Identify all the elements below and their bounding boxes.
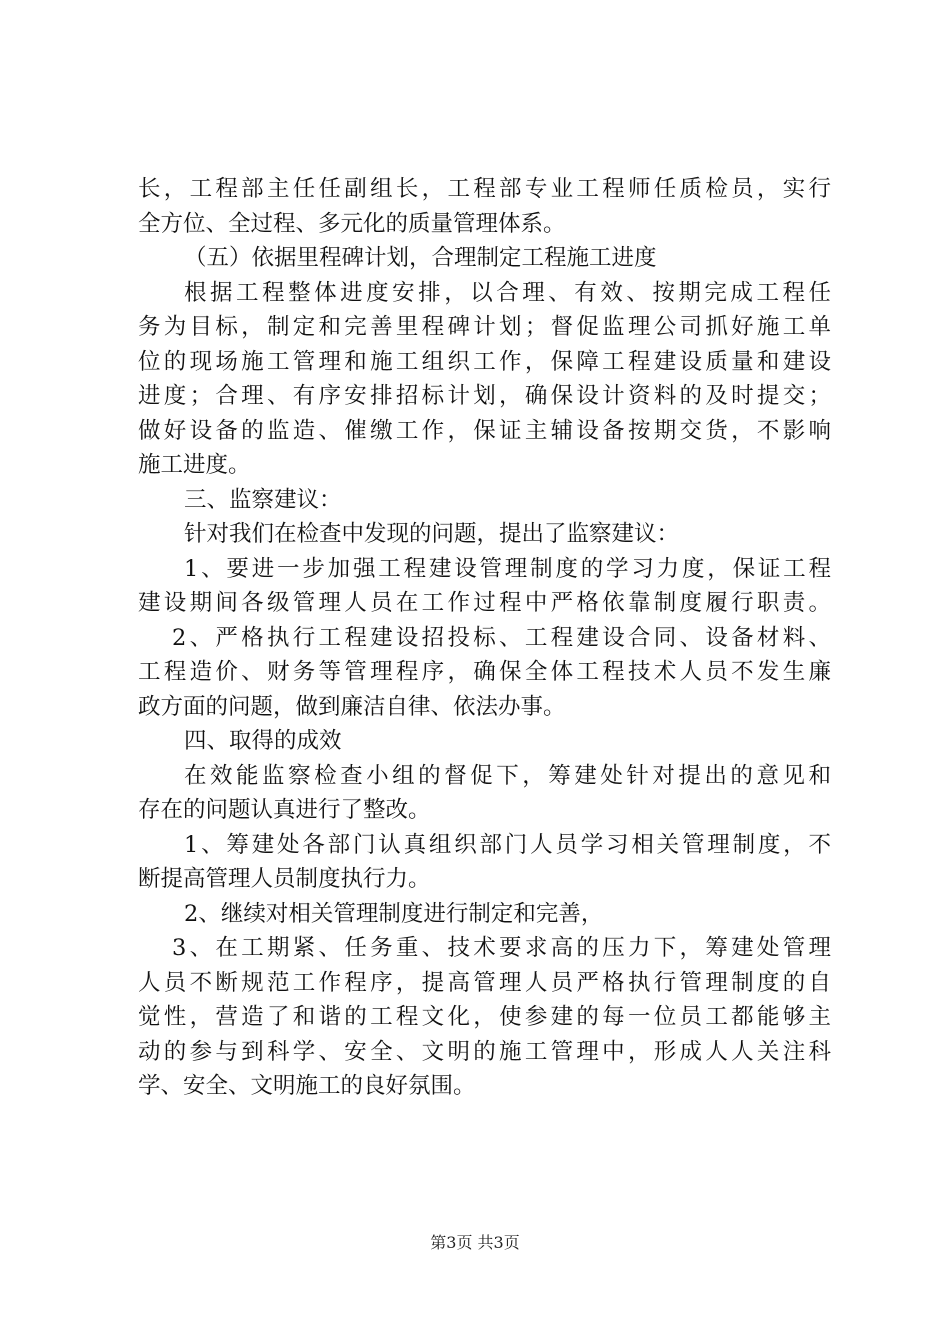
paragraph-line: 做好设备的监造、催缴工作，保证主辅设备按期交货，不影响 [138,417,831,444]
paragraph-line: 觉性，营造了和谐的工程文化，使参建的每一位员工都能够主 [138,1004,831,1030]
paragraph-line: 人员不断规范工作程序，提高管理人员严格执行管理制度的自 [138,969,831,996]
paragraph-line: 2、严格执行工程建设招投标、工程建设合同、设备材料、 [172,624,831,651]
paragraph-line: 位的现场施工管理和施工组织工作，保障工程建设质量和建设 [138,348,831,375]
paragraph-line: 存在的问题认真进行了整改。 [138,797,431,823]
body-text [138,172,831,1104]
paragraph-line: 政方面的问题，做到廉洁自律、依法办事。 [138,693,566,720]
paragraph-line: 3、在工期紧、任务重、技术要求高的压力下，筹建处管理 [172,935,831,961]
paragraph-line: 学、安全、文明施工的良好氛围。 [138,1073,476,1099]
section-heading: （五）依据里程碑计划，合理制定工程施工进度 [184,245,657,271]
paragraph-line: 根据工程整体进度安排，以合理、有效、按期完成工程任 [184,279,831,306]
paragraph-line: 动的参与到科学、安全、文明的施工管理中，形成人人关注科 [138,1038,831,1065]
paragraph-line: 1、筹建处各部门认真组织部门人员学习相关管理制度，不 [184,831,831,858]
paragraph-line: 建设期间各级管理人员在工作过程中严格依靠制度履行职责。 [138,590,831,616]
paragraph-line: 施工进度。 [138,452,251,478]
section-heading: 四、取得的成效 [184,728,342,754]
paragraph-line: 长，工程部主任任副组长，工程部专业工程师任质检员，实行 [138,176,831,202]
paragraph-line: 在效能监察检查小组的督促下，筹建处针对提出的意见和 [184,762,831,789]
paragraph-line: 针对我们在检查中发现的问题，提出了监察建议： [184,521,680,547]
paragraph-line: 1、要进一步加强工程建设管理制度的学习力度，保证工程 [184,555,831,582]
section-heading: 三、监察建议： [184,486,342,513]
paragraph-line: 工程造价、财务等管理程序，确保全体工程技术人员不发生廉 [138,659,831,685]
paragraph-line: 进度；合理、有序安排招标计划，确保设计资料的及时提交； [138,383,831,409]
paragraph-line: 务为目标，制定和完善里程碑计划；督促监理公司抓好施工单 [138,314,831,340]
paragraph-line: 断提高管理人员制度执行力。 [138,866,431,892]
paragraph-line: 2、继续对相关管理制度进行制定和完善， [184,900,604,927]
page-footer: 第3页 共3页 [430,1233,520,1252]
paragraph-line: 全方位、全过程、多元化的质量管理体系。 [138,210,566,237]
